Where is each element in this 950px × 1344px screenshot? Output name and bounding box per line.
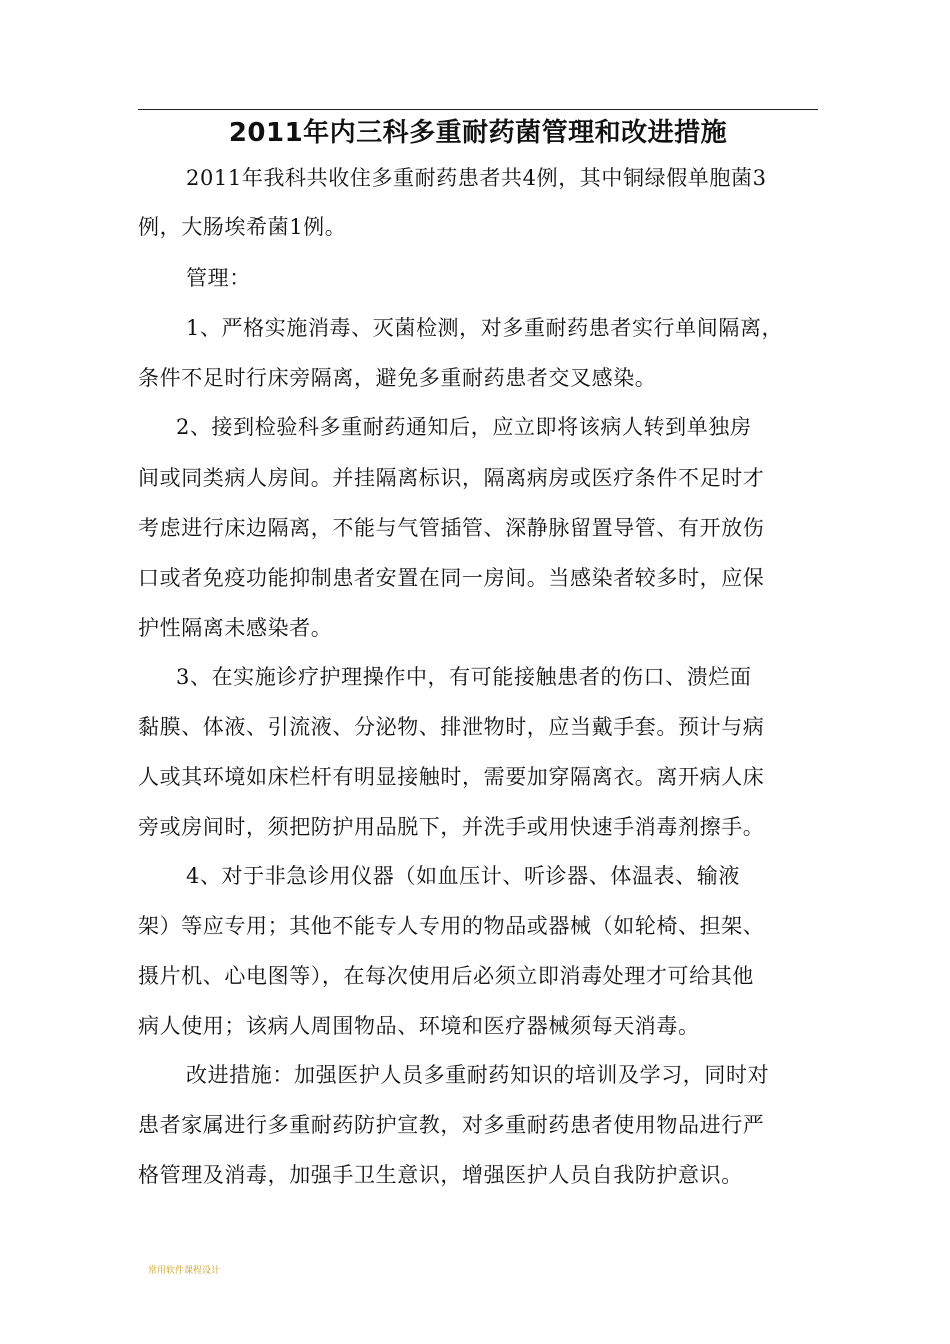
paragraph-line: 条件不足时行床旁隔离，避免多重耐药患者交叉感染。 — [138, 366, 657, 390]
paragraph-line: 黏膜、体液、引流液、分泌物、排泄物时，应当戴手套。预计与病 — [138, 715, 765, 739]
section-heading-improvement: 改进措施：加强医护人员多重耐药知识的培训及学习，同时对 — [186, 1063, 770, 1087]
footer-note: 常用软件课程设计 — [148, 1266, 221, 1276]
paragraph-line: 格管理及消毒，加强手卫生意识，增强医护人员自我防护意识。 — [138, 1163, 743, 1187]
paragraph-line: 3、在实施诊疗护理操作中，有可能接触患者的伤口、溃烂面 — [176, 665, 752, 689]
paragraph-line: 旁或房间时，须把防护用品脱下，并洗手或用快速手消毒剂擦手。 — [138, 815, 765, 839]
paragraph-line: 人或其环境如床栏杆有明显接触时，需要加穿隔离衣。离开病人床 — [138, 765, 765, 789]
paragraph-line: 2011年我科共收住多重耐药患者共4例，其中铜绿假单胞菌3 — [186, 166, 767, 190]
paragraph-line: 摄片机、心电图等），在每次使用后必须立即消毒处理才可给其他 — [138, 964, 754, 988]
section-heading-management: 管理： — [186, 266, 251, 290]
paragraph-line: 患者家属进行多重耐药防护宣教，对多重耐药患者使用物品进行严 — [138, 1113, 765, 1137]
paragraph-line: 架）等应专用；其他不能专人专用的物品或器械（如轮椅、担架、 — [138, 914, 765, 938]
paragraph-line: 间或同类病人房间。并挂隔离标识，隔离病房或医疗条件不足时才 — [138, 466, 765, 490]
paragraph-line: 考虑进行床边隔离，不能与气管插管、深静脉留置导管、有开放伤 — [138, 516, 765, 540]
header-rule — [138, 109, 818, 110]
paragraph-line: 护性隔离未感染者。 — [138, 616, 333, 640]
paragraph-line: 4、对于非急诊用仪器（如血压计、听诊器、体温表、输液 — [186, 864, 740, 888]
paragraph-line: 口或者免疫功能抑制患者安置在同一房间。当感染者较多时，应保 — [138, 566, 765, 590]
paragraph-line: 例，大肠埃希菌1例。 — [138, 215, 347, 239]
paragraph-line: 1、严格实施消毒、灭菌检测，对多重耐药患者实行单间隔离， — [186, 316, 784, 340]
document-title: 2011年内三科多重耐药菌管理和改进措施 — [228, 118, 728, 148]
paragraph-line: 病人使用；该病人周围物品、环境和医疗器械须每天消毒。 — [138, 1014, 700, 1038]
paragraph-line: 2、接到检验科多重耐药通知后，应立即将该病人转到单独房 — [176, 415, 752, 439]
